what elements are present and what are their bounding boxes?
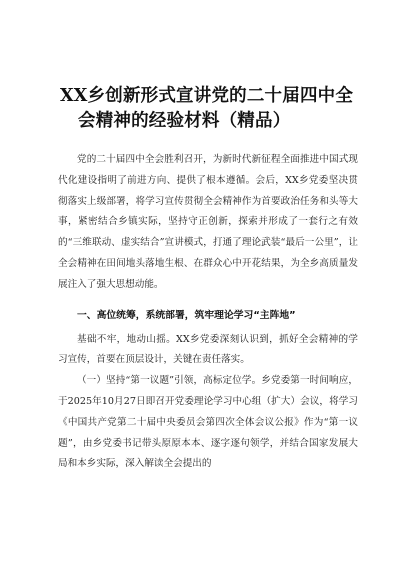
document-body	[58, 150, 358, 475]
section-paragraph: （一）坚持“第一议题”引领，高标定位学。乡党委第一时间响应，于2025年10月27日即召开党委理论学习中心组（扩大）会议，将学习《中国共产党第二十届中央委员会第四次全体会议公报》作为“第一议题”，由乡党委书记带头原原本本、逐字逐句领学，并结合国家发展大局和本乡实际，深入解读全会提出的	[58, 375, 358, 470]
title-line-1: XX乡创新形式宣讲党的二十届四中全	[60, 86, 354, 106]
intro-paragraph: 党的二十届四中全会胜利召开，为新时代新征程全面推进中国式现代化建设指明了前进方向、提供了根本遵循。会后，XX乡党委坚决贯彻落实上级部署，将学习宣传贯彻全会精神作为首要政治任务和头等大事，紧密结合乡镇实际，坚持守正创新，探索并形成了一套行之有效的“三维联动、虚实结合”宣讲模式，打通了理论武装“最后一公里”，让全会精神在田间地头落地生根、在群众心中开花结果，为全乡高质量发展注入了强大思想动能。	[58, 154, 358, 290]
section-heading: 一、高位统筹，系统部署，筑牢理论学习“主阵地”	[77, 309, 296, 321]
document-title	[60, 84, 360, 134]
title-line-2: 会精神的经验材料（精品）	[78, 111, 291, 131]
section-paragraph: 基础不牢，地动山摇。XX乡党委深刻认识到，抓好全会精神的学习宣传，首要在顶层设计，关键在责任落实。	[58, 333, 358, 366]
